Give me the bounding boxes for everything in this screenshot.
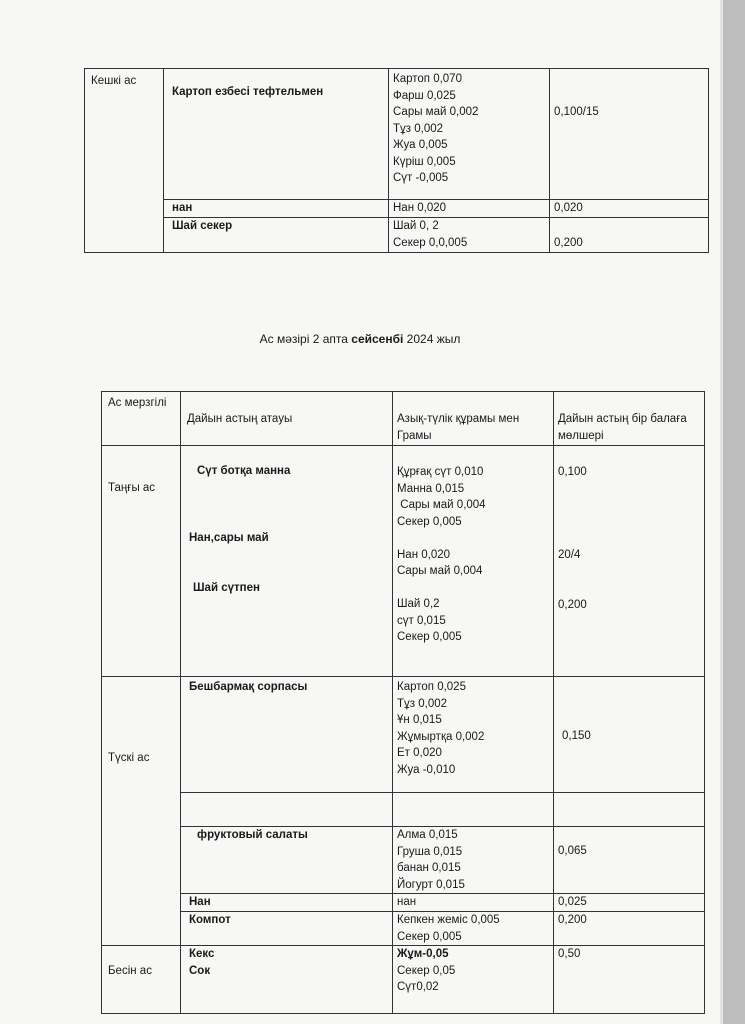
lunch-compote-portion: 0,200 bbox=[558, 914, 587, 926]
lunch-bread-name: Нан bbox=[189, 896, 211, 908]
breakfast-period: Таңғы ас bbox=[108, 482, 156, 494]
ingredient-line: Ұн 0,015 bbox=[397, 714, 442, 726]
evening-dish1-cell bbox=[164, 69, 389, 200]
ingredient-line: Тұз 0,002 bbox=[397, 697, 448, 710]
header-ingredients-cell bbox=[393, 392, 554, 446]
menu-table bbox=[101, 391, 705, 1014]
evening-dish1-name: Картоп езбесі тефтельмен bbox=[172, 86, 324, 98]
breakfast-period-cell bbox=[102, 446, 181, 677]
lunch-soup-cell bbox=[181, 677, 393, 793]
ingredient-line: Секер 0,005 bbox=[397, 515, 462, 528]
menu-title-prefix: Ас мәзірі 2 апта bbox=[259, 332, 352, 346]
ingredient-line: Сары май 0,002 bbox=[393, 106, 479, 118]
ingredient-line: Жуа 0,005 bbox=[393, 139, 448, 151]
evening-period: Кешкі ас bbox=[91, 75, 137, 87]
ingredient-line: Нан 0,020 bbox=[397, 548, 451, 561]
snack-dish: Кекс bbox=[189, 948, 215, 960]
evening-dish2-cell bbox=[164, 200, 389, 218]
lunch-bread-portion: 0,025 bbox=[558, 896, 587, 908]
lunch-salad-name: фруктовый салаты bbox=[197, 829, 308, 841]
snack-dish: Сок bbox=[189, 964, 211, 977]
snack-period-cell bbox=[102, 946, 181, 1014]
scanner-edge bbox=[723, 0, 745, 1024]
header-portion-line: мөлшері bbox=[558, 429, 604, 442]
ingredient-line: Груша 0,015 bbox=[397, 845, 463, 858]
ingredient-line: банан 0,015 bbox=[397, 862, 461, 874]
snack-period: Бесін ас bbox=[108, 965, 152, 977]
evening-dish2-name: нан bbox=[172, 202, 193, 214]
lunch-salad-ingredients bbox=[393, 827, 554, 894]
header-portion-cell bbox=[554, 392, 705, 446]
header-period-cell bbox=[102, 392, 181, 446]
lunch-bread-ingredients bbox=[393, 894, 554, 912]
lunch-bread-portion-cell bbox=[554, 894, 705, 912]
ingredient-line: Ет 0,020 bbox=[397, 747, 442, 759]
evening-dish1-portion: 0,100/15 bbox=[554, 106, 599, 118]
lunch-compote-ingredients bbox=[393, 912, 554, 946]
ingredient-line: Алма 0,015 bbox=[397, 829, 458, 841]
ingredient-line: Жуа -0,010 bbox=[397, 763, 456, 776]
evening-dish3-cell bbox=[164, 218, 389, 253]
ingredient-line: Секер 0,0,005 bbox=[393, 236, 468, 249]
breakfast-portion: 0,200 bbox=[558, 599, 587, 611]
breakfast-ingredients-cell bbox=[393, 446, 554, 677]
ingredient-line bbox=[397, 580, 553, 597]
evening-dish2-portion: 0,020 bbox=[554, 202, 583, 214]
evening-dish2-portion-cell bbox=[550, 200, 709, 218]
lunch-soup-ingredients bbox=[393, 677, 554, 793]
ingredient-line: Жұмыртқа 0,002 bbox=[397, 730, 485, 743]
evening-dish2-ingredients bbox=[389, 200, 550, 218]
empty-cell bbox=[393, 793, 554, 827]
ingredient-line: Картоп 0,025 bbox=[397, 681, 466, 693]
ingredient-line: Кепкен жеміс 0,005 bbox=[397, 914, 500, 926]
ingredient-line: Шай 0,2 bbox=[397, 598, 440, 610]
menu-title bbox=[0, 332, 720, 346]
lunch-salad-cell bbox=[181, 827, 393, 894]
snack-portion-cell bbox=[554, 946, 705, 1014]
ingredient-line: Манна 0,015 bbox=[397, 482, 465, 495]
ingredient-line: Сүт0,02 bbox=[397, 981, 439, 993]
ingredient-line: Секер 0,05 bbox=[397, 964, 456, 977]
ingredient-line: Сары май 0,004 bbox=[397, 499, 486, 511]
evening-dish1-portion-cell bbox=[550, 69, 709, 200]
lunch-compote-cell bbox=[181, 912, 393, 946]
empty-cell bbox=[181, 793, 393, 827]
ingredient-line: Шай 0, 2 bbox=[393, 220, 439, 232]
ingredient-line: Нан 0,020 bbox=[393, 202, 447, 214]
header-dish-cell bbox=[181, 392, 393, 446]
ingredient-line: Картоп 0,070 bbox=[393, 73, 462, 85]
lunch-soup-portion-cell bbox=[554, 677, 705, 793]
lunch-soup-portion: 0,150 bbox=[562, 730, 591, 742]
evening-dish1-ingredients bbox=[389, 69, 550, 200]
evening-dish3-portion: 0,200 bbox=[554, 237, 583, 249]
menu-title-suffix: 2024 жыл bbox=[403, 332, 461, 346]
header-dish: Дайын астың атауы bbox=[187, 413, 293, 425]
ingredient-line: нан bbox=[397, 896, 417, 908]
lunch-period: Түскі ас bbox=[108, 752, 150, 764]
ingredient-line: Тұз 0,002 bbox=[393, 122, 444, 135]
evening-period-cell bbox=[85, 69, 164, 253]
lunch-compote-name: Компот bbox=[189, 914, 231, 926]
ingredient-line: Күріш 0,005 bbox=[393, 155, 456, 168]
ingredient-line: Йогурт 0,015 bbox=[397, 878, 465, 891]
lunch-salad-portion-cell bbox=[554, 827, 705, 894]
evening-dish3-ingredients bbox=[389, 218, 550, 253]
lunch-compote-portion-cell bbox=[554, 912, 705, 946]
lunch-salad-portion: 0,065 bbox=[558, 845, 587, 857]
ingredient-line bbox=[397, 530, 553, 547]
ingredient-line: Сүт -0,005 bbox=[393, 172, 449, 184]
ingredient-line: Секер 0,005 bbox=[397, 930, 462, 943]
evening-dish3-portion-cell bbox=[550, 218, 709, 253]
header-period: Ас мерзгілі bbox=[108, 397, 167, 409]
breakfast-dish2: Нан,сары май bbox=[189, 532, 269, 544]
empty-cell bbox=[554, 793, 705, 827]
lunch-soup-name: Бешбармақ сорпасы bbox=[189, 681, 308, 693]
evening-dish3-name: Шай секер bbox=[172, 220, 233, 232]
ingredient-line: Сары май 0,004 bbox=[397, 565, 483, 577]
header-ingredients-line: Азық-түлік құрамы мен bbox=[397, 413, 520, 425]
lunch-period-cell bbox=[102, 677, 181, 946]
snack-ingredients bbox=[393, 946, 554, 1014]
breakfast-dish1: Сүт ботқа манна bbox=[197, 465, 291, 477]
lunch-bread-cell bbox=[181, 894, 393, 912]
ingredient-line: Фарш 0,025 bbox=[393, 89, 456, 102]
menu-title-day: сейсенбі bbox=[351, 332, 404, 346]
snack-portion: 0,50 bbox=[558, 948, 581, 960]
breakfast-dishes-cell bbox=[181, 446, 393, 677]
evening-menu-table bbox=[84, 68, 709, 253]
breakfast-portion: 0,100 bbox=[558, 466, 587, 478]
ingredient-line: сүт 0,015 bbox=[397, 614, 446, 627]
ingredient-line: Секер 0,005 bbox=[397, 631, 462, 643]
snack-dishes-cell bbox=[181, 946, 393, 1014]
ingredient-line: Жұм-0,05 bbox=[397, 948, 449, 960]
header-ingredients-line: Грамы bbox=[397, 429, 432, 442]
breakfast-dish3: Шай сүтпен bbox=[193, 582, 260, 594]
breakfast-portion: 20/4 bbox=[558, 549, 581, 561]
ingredient-line: Құрғақ сүт 0,010 bbox=[397, 466, 484, 478]
breakfast-portions-cell bbox=[554, 446, 705, 677]
header-portion-line: Дайын астың бір балаға bbox=[558, 413, 687, 425]
